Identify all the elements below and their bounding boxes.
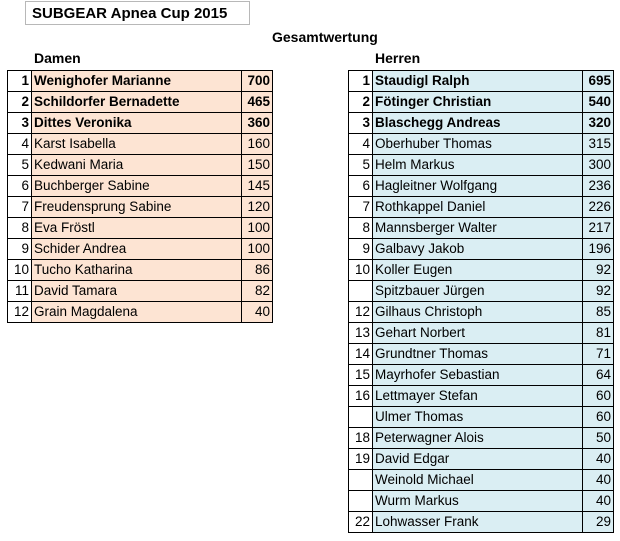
name-cell: Gehart Norbert — [373, 323, 583, 344]
table-row — [349, 512, 614, 533]
rank-cell: 22 — [349, 512, 373, 533]
table-row — [8, 281, 273, 302]
table-row — [8, 71, 273, 92]
rank-cell: 4 — [349, 134, 373, 155]
name-cell: Schider Andrea — [32, 239, 242, 260]
name-cell: Wenighofer Marianne — [32, 71, 242, 92]
rank-cell: 3 — [349, 113, 373, 134]
rank-cell: 9 — [8, 239, 32, 260]
rank-cell: 14 — [349, 344, 373, 365]
points-cell: 540 — [583, 92, 614, 113]
points-cell: 100 — [242, 239, 273, 260]
name-cell: Rothkappel Daniel — [373, 197, 583, 218]
name-cell: Blaschegg Andreas — [373, 113, 583, 134]
points-cell: 92 — [583, 281, 614, 302]
points-cell: 315 — [583, 134, 614, 155]
rank-cell: 5 — [8, 155, 32, 176]
rank-cell: 10 — [349, 260, 373, 281]
table-row — [349, 197, 614, 218]
rank-cell: 9 — [349, 239, 373, 260]
damen-label: Damen — [34, 50, 81, 66]
table-row — [8, 197, 273, 218]
herren-ranking-table — [348, 70, 614, 533]
table-row — [349, 365, 614, 386]
name-cell: Grundtner Thomas — [373, 344, 583, 365]
points-cell: 695 — [583, 71, 614, 92]
rank-cell — [349, 470, 373, 491]
points-cell: 160 — [242, 134, 273, 155]
table-row — [349, 386, 614, 407]
name-cell: Hagleitner Wolfgang — [373, 176, 583, 197]
rank-cell: 2 — [8, 92, 32, 113]
points-cell: 92 — [583, 260, 614, 281]
rank-cell: 19 — [349, 449, 373, 470]
points-cell: 217 — [583, 218, 614, 239]
rank-cell: 7 — [8, 197, 32, 218]
points-cell: 71 — [583, 344, 614, 365]
table-row — [349, 113, 614, 134]
rank-cell: 2 — [349, 92, 373, 113]
name-cell: Mayrhofer Sebastian — [373, 365, 583, 386]
name-cell: David Edgar — [373, 449, 583, 470]
rank-cell: 6 — [349, 176, 373, 197]
rank-cell: 18 — [349, 428, 373, 449]
table-row — [349, 134, 614, 155]
rank-cell: 8 — [8, 218, 32, 239]
name-cell: Spitzbauer Jürgen — [373, 281, 583, 302]
rank-cell: 7 — [349, 197, 373, 218]
table-row — [8, 176, 273, 197]
points-cell: 29 — [583, 512, 614, 533]
overall-ranking-heading: Gesamtwertung — [272, 29, 378, 45]
table-row — [8, 92, 273, 113]
table-row — [349, 71, 614, 92]
rank-cell: 13 — [349, 323, 373, 344]
herren-label: Herren — [375, 50, 421, 66]
table-row — [349, 470, 614, 491]
rank-cell: 12 — [349, 302, 373, 323]
points-cell: 145 — [242, 176, 273, 197]
rank-cell: 15 — [349, 365, 373, 386]
rank-cell: 8 — [349, 218, 373, 239]
name-cell: Tucho Katharina — [32, 260, 242, 281]
rank-cell: 6 — [8, 176, 32, 197]
rank-cell: 11 — [8, 281, 32, 302]
table-row — [8, 113, 273, 134]
name-cell: Oberhuber Thomas — [373, 134, 583, 155]
points-cell: 60 — [583, 386, 614, 407]
name-cell: Gilhaus Christoph — [373, 302, 583, 323]
damen-ranking-table — [7, 70, 273, 323]
table-row — [8, 302, 273, 323]
points-cell: 85 — [583, 302, 614, 323]
rank-cell: 5 — [349, 155, 373, 176]
name-cell: Koller Eugen — [373, 260, 583, 281]
table-row — [8, 218, 273, 239]
points-cell: 40 — [242, 302, 273, 323]
name-cell: Staudigl Ralph — [373, 71, 583, 92]
name-cell: Grain Magdalena — [32, 302, 242, 323]
rank-cell: 16 — [349, 386, 373, 407]
table-row — [8, 155, 273, 176]
points-cell: 360 — [242, 113, 273, 134]
rank-cell — [349, 281, 373, 302]
points-cell: 64 — [583, 365, 614, 386]
rank-cell — [349, 407, 373, 428]
name-cell: Peterwagner Alois — [373, 428, 583, 449]
points-cell: 320 — [583, 113, 614, 134]
table-row — [349, 92, 614, 113]
points-cell: 81 — [583, 323, 614, 344]
rank-cell: 1 — [8, 71, 32, 92]
table-row — [8, 260, 273, 281]
table-row — [349, 155, 614, 176]
points-cell: 465 — [242, 92, 273, 113]
rank-cell: 1 — [349, 71, 373, 92]
table-row — [349, 302, 614, 323]
rank-cell: 12 — [8, 302, 32, 323]
name-cell: Fötinger Christian — [373, 92, 583, 113]
name-cell: Weinold Michael — [373, 470, 583, 491]
name-cell: Schildorfer Bernadette — [32, 92, 242, 113]
points-cell: 226 — [583, 197, 614, 218]
points-cell: 40 — [583, 470, 614, 491]
name-cell: Freudensprung Sabine — [32, 197, 242, 218]
points-cell: 60 — [583, 407, 614, 428]
document-title: SUBGEAR Apnea Cup 2015 — [25, 1, 250, 25]
points-cell: 100 — [242, 218, 273, 239]
points-cell: 150 — [242, 155, 273, 176]
name-cell: Lohwasser Frank — [373, 512, 583, 533]
points-cell: 40 — [583, 491, 614, 512]
name-cell: Karst Isabella — [32, 134, 242, 155]
table-row — [8, 134, 273, 155]
table-row — [349, 218, 614, 239]
points-cell: 86 — [242, 260, 273, 281]
table-row — [349, 239, 614, 260]
table-row — [349, 449, 614, 470]
name-cell: Dittes Veronika — [32, 113, 242, 134]
points-cell: 82 — [242, 281, 273, 302]
rank-cell — [349, 491, 373, 512]
name-cell: Buchberger Sabine — [32, 176, 242, 197]
name-cell: Mannsberger Walter — [373, 218, 583, 239]
points-cell: 300 — [583, 155, 614, 176]
name-cell: Eva Fröstl — [32, 218, 242, 239]
table-row — [8, 239, 273, 260]
points-cell: 236 — [583, 176, 614, 197]
rank-cell: 3 — [8, 113, 32, 134]
name-cell: Galbavy Jakob — [373, 239, 583, 260]
points-cell: 120 — [242, 197, 273, 218]
points-cell: 40 — [583, 449, 614, 470]
name-cell: Helm Markus — [373, 155, 583, 176]
name-cell: David Tamara — [32, 281, 242, 302]
points-cell: 50 — [583, 428, 614, 449]
name-cell: Wurm Markus — [373, 491, 583, 512]
table-row — [349, 428, 614, 449]
rank-cell: 4 — [8, 134, 32, 155]
table-row — [349, 281, 614, 302]
table-row — [349, 407, 614, 428]
points-cell: 196 — [583, 239, 614, 260]
name-cell: Lettmayer Stefan — [373, 386, 583, 407]
table-row — [349, 176, 614, 197]
table-row — [349, 323, 614, 344]
rank-cell: 10 — [8, 260, 32, 281]
name-cell: Ulmer Thomas — [373, 407, 583, 428]
table-row — [349, 491, 614, 512]
points-cell: 700 — [242, 71, 273, 92]
table-row — [349, 344, 614, 365]
table-row — [349, 260, 614, 281]
name-cell: Kedwani Maria — [32, 155, 242, 176]
